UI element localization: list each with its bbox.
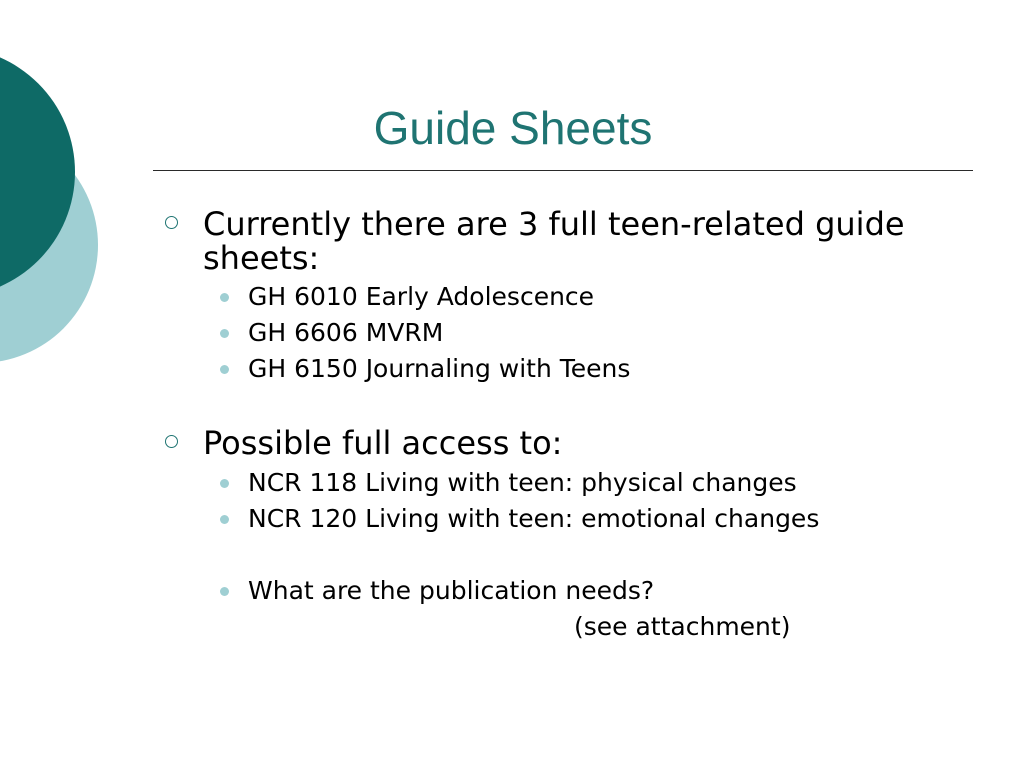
dot-bullet-icon — [220, 587, 229, 596]
list-item — [248, 504, 968, 534]
list-item-text: GH 6010 Early Adolescence — [248, 282, 595, 311]
list-item-text: NCR 118 Living with teen: physical changes — [248, 468, 797, 497]
dot-bullet-icon — [220, 479, 229, 488]
list-item — [248, 576, 968, 606]
section-2-heading: Possible full access to: — [203, 424, 563, 462]
decorative-circles — [0, 0, 110, 420]
dot-bullet-icon — [220, 293, 229, 302]
list-item — [248, 282, 968, 312]
list-item — [248, 354, 968, 384]
title-divider — [153, 170, 973, 171]
list-item — [248, 468, 968, 498]
dot-bullet-icon — [220, 515, 229, 524]
section-1-bullet — [203, 207, 923, 275]
list-item-text: GH 6606 MVRM — [248, 318, 444, 347]
slide-title: Guide Sheets — [373, 102, 653, 154]
dot-bullet-icon — [220, 329, 229, 338]
section-1-heading: Currently there are 3 full teen-related guide sheets: — [203, 205, 905, 277]
list-item-text: NCR 120 Living with teen: emotional changes — [248, 504, 820, 533]
list-item — [248, 318, 968, 348]
list-item-text: What are the publication needs? — [248, 576, 655, 605]
list-item-text: GH 6150 Journaling with Teens — [248, 354, 631, 383]
dot-bullet-icon — [220, 365, 229, 374]
hollow-circle-bullet-icon — [165, 435, 178, 448]
hollow-circle-bullet-icon — [165, 216, 178, 229]
section-2-bullet — [203, 426, 923, 460]
attachment-note: (see attachment) — [574, 612, 791, 641]
